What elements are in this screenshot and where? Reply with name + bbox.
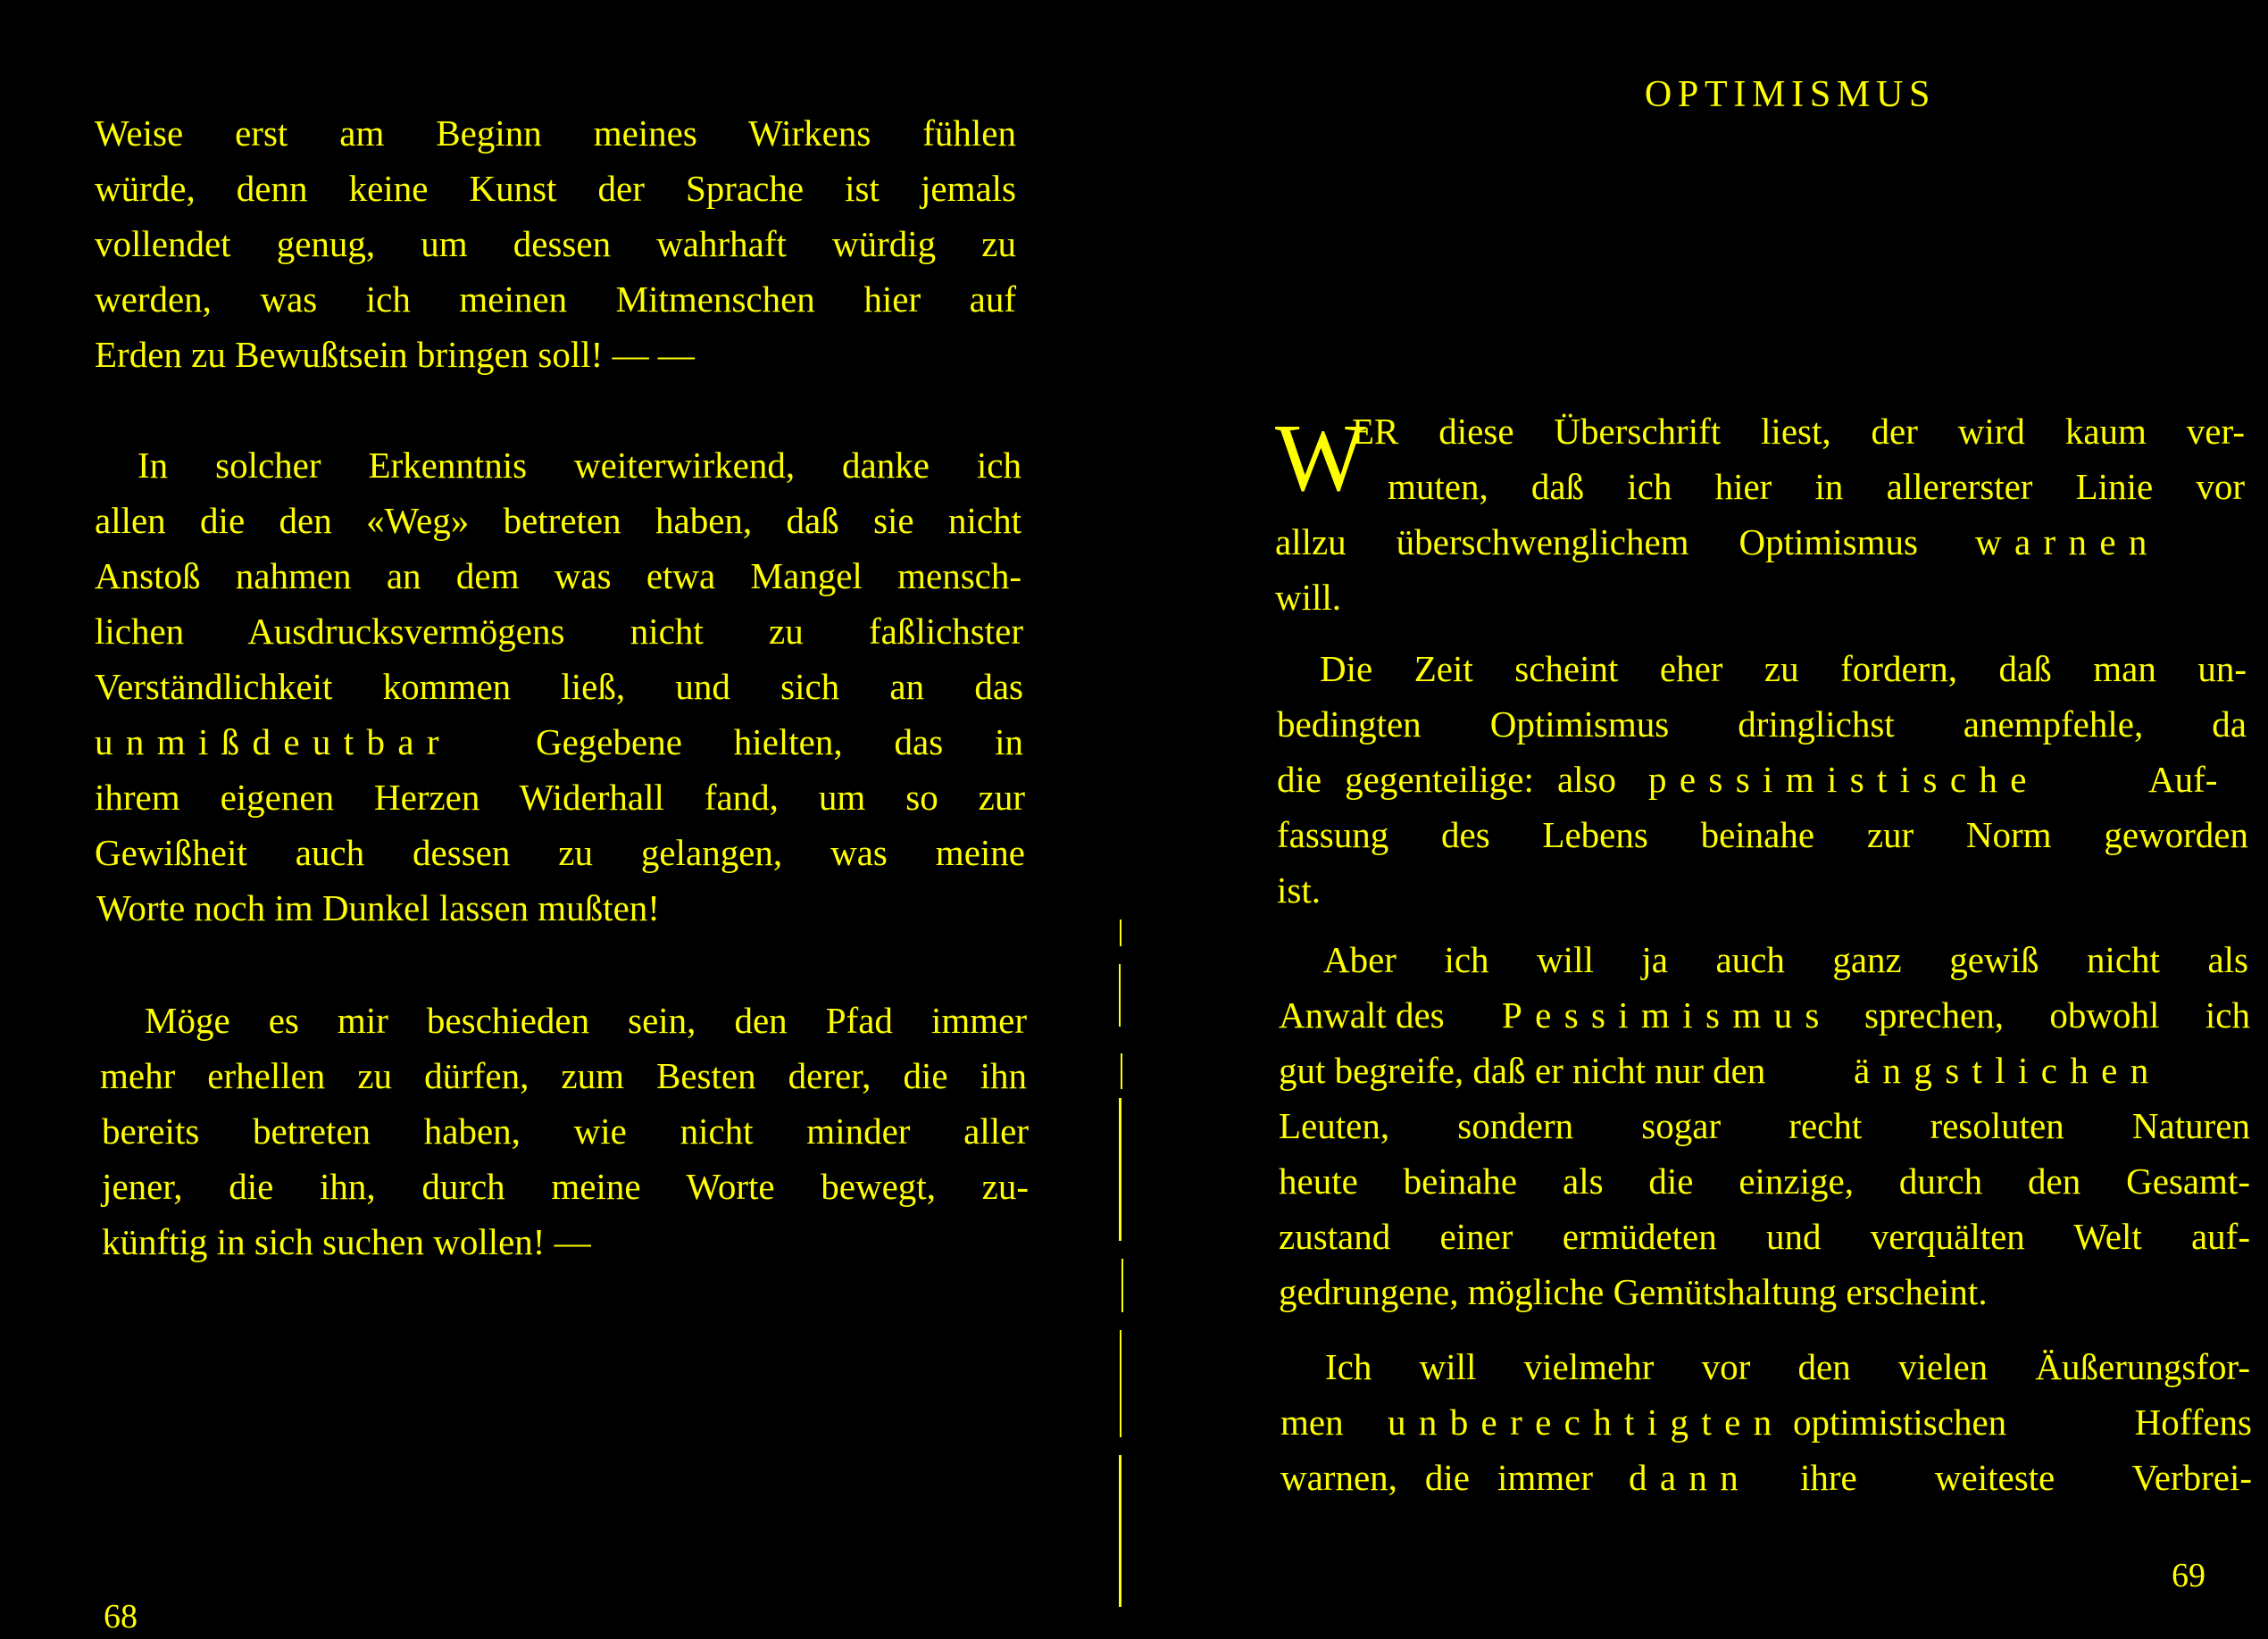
- text-line: mehr erhellen zu dürfen, zum Besten derer, die ihn: [100, 1055, 1027, 1096]
- text-line: optimistischen Hoffens: [1793, 1402, 2252, 1443]
- text-line: bereits betreten haben, wie nicht minder aller: [102, 1111, 1029, 1152]
- text-line: Anwalt des: [1279, 994, 1445, 1036]
- text-line: sprechen, obwohl ich: [1864, 994, 2250, 1036]
- text-line: künftig in sich suchen wollen! —: [102, 1221, 591, 1262]
- text-line: ängstlichen: [1854, 1050, 2162, 1091]
- drop-cap: W: [1275, 405, 1366, 512]
- text-line: Gewißheit auch dessen zu gelangen, was meine: [95, 832, 1025, 873]
- text-line: jener, die ihn, durch meine Worte bewegt, zu-: [102, 1166, 1029, 1207]
- text-line: pessimistische: [1648, 759, 2039, 800]
- text-line: fassung des Lebens beinahe zur Norm geworden: [1277, 814, 2248, 855]
- text-line: zustand einer ermüdeten und verquälten Welt auf-: [1279, 1216, 2250, 1257]
- text-line: Pessimismus: [1502, 994, 1832, 1036]
- text-line: dann: [1629, 1457, 1752, 1498]
- text-line: ist.: [1277, 869, 1321, 911]
- text-line: allzu überschwenglichem Optimismus: [1275, 521, 1918, 562]
- text-line: men: [1280, 1402, 1344, 1443]
- text-line: Möge es mir beschieden sein, den Pfad immer: [145, 1000, 1027, 1041]
- text-line: In solcher Erkenntnis weiterwirkend, danke ich: [138, 445, 1021, 486]
- text-line: Die Zeit scheint eher zu fordern, daß man un-: [1320, 648, 2247, 689]
- text-line: Anstoß nahmen an dem was etwa Mangel mensch-: [95, 555, 1021, 596]
- text-line: ER diese Überschrift liest, der wird kaum ver-: [1352, 411, 2245, 452]
- text-line: unberechtigten: [1388, 1402, 1785, 1443]
- text-line: vollendet genug, um dessen wahrhaft würdig zu: [95, 223, 1016, 264]
- chapter-title: OPTIMISMUS: [1644, 74, 1937, 115]
- text-line: Erden zu Bewußtsein bringen soll! — —: [95, 334, 695, 375]
- text-line: Aber ich will ja auch ganz gewiß nicht als: [1323, 939, 2248, 980]
- left-page: [0, 0, 1116, 1635]
- text-line: warnen: [1975, 521, 2160, 562]
- text-line: ihre weiteste Verbrei-: [1800, 1457, 2252, 1498]
- text-line: ihrem eigenen Herzen Widerhall fand, um so zur: [95, 777, 1025, 818]
- text-line: lichen Ausdrucksvermögens nicht zu faßlichster: [95, 611, 1023, 652]
- text-line: will.: [1275, 577, 1342, 618]
- text-line: werden, was ich meinen Mitmenschen hier auf: [95, 279, 1016, 320]
- text-line: die gegenteilige: also: [1277, 759, 1616, 800]
- text-line: würde, denn keine Kunst der Sprache ist jemals: [95, 168, 1016, 209]
- text-line: Weise erst am Beginn meines Wirkens fühlen: [95, 112, 1016, 154]
- text-line: allen die den «Weg» betreten haben, daß sie nicht: [95, 500, 1021, 541]
- page-number: 69: [2172, 1557, 2205, 1594]
- gutter-shadow: [1114, 911, 1132, 1625]
- right-page: [1152, 0, 2268, 1625]
- text-line: Auf-: [2148, 759, 2218, 800]
- text-line: bedingten Optimismus dringlichst anempfehle, da: [1277, 703, 2247, 745]
- text-line: Leuten, sondern sogar recht resoluten Naturen: [1279, 1105, 2250, 1146]
- text-line: Gegebene hielten, das in: [536, 721, 1023, 762]
- text-line: heute beinahe als die einzige, durch den Gesamt-: [1279, 1161, 2250, 1202]
- text-line: Worte noch im Dunkel lassen mußten!: [96, 887, 660, 928]
- text-line: gedrungene, mögliche Gemütshaltung erscheint.: [1279, 1271, 1988, 1312]
- text-line: warnen, die immer: [1280, 1457, 1593, 1498]
- text-line: gut begreife, daß er nicht nur den: [1279, 1050, 1766, 1091]
- text-line: muten, daß ich hier in allererster Linie vor: [1388, 466, 2245, 507]
- page-number: 68: [104, 1598, 138, 1635]
- text-line: Ich will vielmehr vor den vielen Äußerungsfor-: [1325, 1346, 2250, 1387]
- text-line: Verständlichkeit kommen ließ, und sich an das: [95, 666, 1023, 707]
- text-line: unmißdeutbar: [95, 721, 452, 762]
